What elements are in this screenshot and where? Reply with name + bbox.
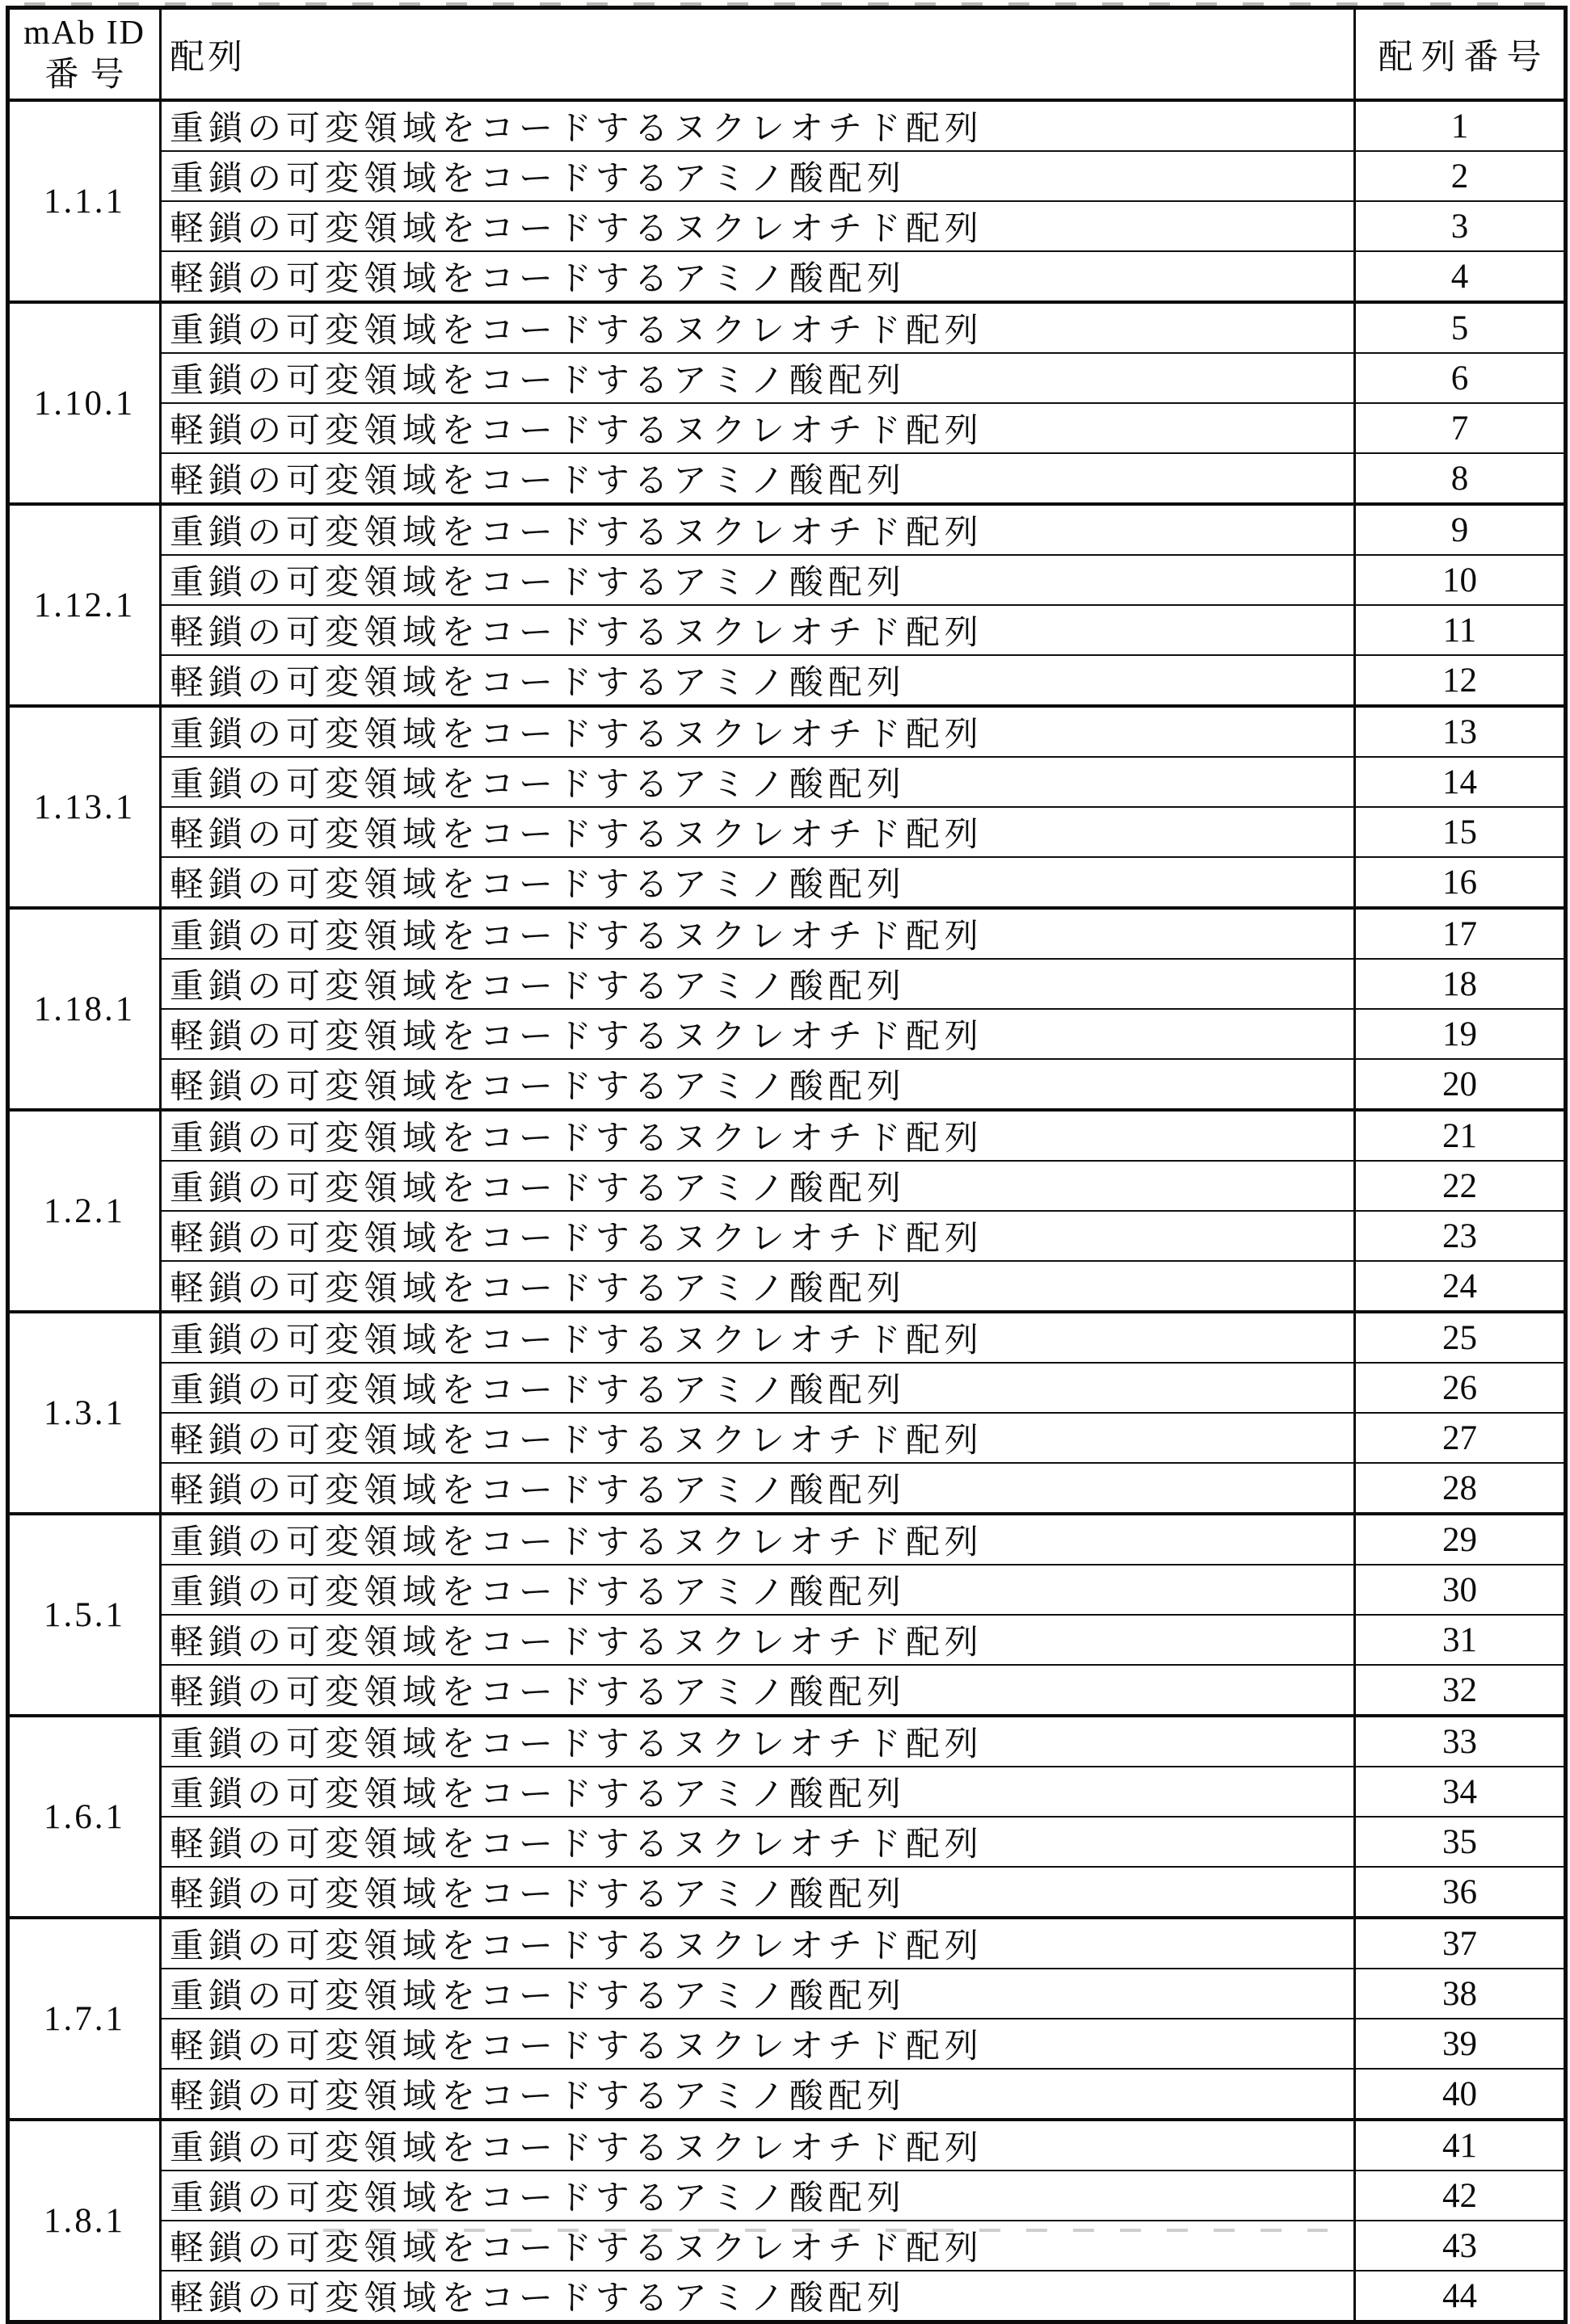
sequence-number-cell: 26 — [1355, 1363, 1566, 1413]
sequence-description-cell: 軽鎖の可変領域をコードするアミノ酸配列 — [161, 453, 1355, 504]
sequence-number-cell: 6 — [1355, 353, 1566, 403]
table-row — [8, 2019, 1566, 2069]
sequence-number-cell: 32 — [1355, 1665, 1566, 1716]
sequence-description-cell: 軽鎖の可変領域をコードするアミノ酸配列 — [161, 1867, 1355, 1918]
sequence-number-cell: 43 — [1355, 2221, 1566, 2271]
table-row — [8, 555, 1566, 605]
sequence-description-cell: 重鎖の可変領域をコードするアミノ酸配列 — [161, 1969, 1355, 2019]
sequence-description-cell: 軽鎖の可変領域をコードするヌクレオチド配列 — [161, 1615, 1355, 1665]
sequence-description-cell: 軽鎖の可変領域をコードするアミノ酸配列 — [161, 1261, 1355, 1312]
sequence-description-cell: 重鎖の可変領域をコードするアミノ酸配列 — [161, 1767, 1355, 1817]
sequence-number-cell: 17 — [1355, 908, 1566, 959]
sequence-description-cell: 軽鎖の可変領域をコードするヌクレオチド配列 — [161, 2221, 1355, 2271]
sequence-description-cell: 重鎖の可変領域をコードするヌクレオチド配列 — [161, 1918, 1355, 1969]
sequence-number-cell: 15 — [1355, 807, 1566, 857]
sequence-description-cell: 重鎖の可変領域をコードするアミノ酸配列 — [161, 1565, 1355, 1615]
sequence-number-cell: 18 — [1355, 959, 1566, 1009]
sequence-number-cell: 42 — [1355, 2171, 1566, 2221]
sequence-description-cell: 重鎖の可変領域をコードするヌクレオチド配列 — [161, 1110, 1355, 1161]
sequence-number-cell: 30 — [1355, 1565, 1566, 1615]
sequence-description-cell: 重鎖の可変領域をコードするヌクレオチド配列 — [161, 1716, 1355, 1767]
table-row — [8, 1211, 1566, 1261]
table-row — [8, 1665, 1566, 1716]
sequence-number-cell: 19 — [1355, 1009, 1566, 1059]
table-row — [8, 1161, 1566, 1211]
table-row — [8, 1767, 1566, 1817]
table-row — [8, 959, 1566, 1009]
sequence-number-cell: 21 — [1355, 1110, 1566, 1161]
sequence-number-cell: 44 — [1355, 2271, 1566, 2322]
table-row — [8, 2171, 1566, 2221]
sequence-number-cell: 13 — [1355, 706, 1566, 757]
sequence-number-cell: 5 — [1355, 302, 1566, 353]
table-row — [8, 1110, 1566, 1161]
table-row — [8, 706, 1566, 757]
header-seq-no: 配列番号 — [1355, 8, 1566, 101]
mab-id-cell: 1.8.1 — [8, 2120, 161, 2322]
sequence-description-cell: 軽鎖の可変領域をコードするヌクレオチド配列 — [161, 1413, 1355, 1463]
mab-id-cell: 1.10.1 — [8, 302, 161, 504]
table-header — [8, 8, 1566, 101]
sequence-description-cell: 重鎖の可変領域をコードするヌクレオチド配列 — [161, 1312, 1355, 1363]
table-row — [8, 1261, 1566, 1312]
sequence-number-cell: 29 — [1355, 1514, 1566, 1565]
sequence-number-cell: 27 — [1355, 1413, 1566, 1463]
sequence-number-cell: 3 — [1355, 201, 1566, 251]
table-row — [8, 302, 1566, 353]
sequence-description-cell: 重鎖の可変領域をコードするアミノ酸配列 — [161, 1161, 1355, 1211]
table-row — [8, 403, 1566, 453]
sequence-number-cell: 39 — [1355, 2019, 1566, 2069]
sequence-number-cell: 20 — [1355, 1059, 1566, 1110]
sequence-number-cell: 36 — [1355, 1867, 1566, 1918]
sequence-description-cell: 軽鎖の可変領域をコードするヌクレオチド配列 — [161, 201, 1355, 251]
header-mab-id-line2: 番号 — [44, 57, 136, 94]
table-row — [8, 655, 1566, 706]
mab-id-cell: 1.2.1 — [8, 1110, 161, 1312]
sequence-number-cell: 10 — [1355, 555, 1566, 605]
sequence-number-cell: 4 — [1355, 251, 1566, 302]
sequence-description-cell: 重鎖の可変領域をコードするヌクレオチド配列 — [161, 1514, 1355, 1565]
table-row — [8, 1615, 1566, 1665]
sequence-description-cell: 軽鎖の可変領域をコードするヌクレオチド配列 — [161, 2019, 1355, 2069]
sequence-number-cell: 37 — [1355, 1918, 1566, 1969]
header-mab-id-line1: mAb ID — [23, 14, 145, 52]
sequence-description-cell: 軽鎖の可変領域をコードするヌクレオチド配列 — [161, 1211, 1355, 1261]
sequence-number-cell: 2 — [1355, 151, 1566, 201]
sequence-description-cell: 軽鎖の可変領域をコードするアミノ酸配列 — [161, 655, 1355, 706]
sequence-number-cell: 35 — [1355, 1817, 1566, 1867]
mab-id-cell: 1.13.1 — [8, 706, 161, 908]
mab-id-cell: 1.12.1 — [8, 504, 161, 706]
sequence-number-cell: 7 — [1355, 403, 1566, 453]
table-row — [8, 2120, 1566, 2171]
table-row — [8, 504, 1566, 555]
table-row — [8, 1514, 1566, 1565]
header-mab-id — [8, 8, 161, 101]
table-row — [8, 1312, 1566, 1363]
sequence-description-cell: 重鎖の可変領域をコードするアミノ酸配列 — [161, 757, 1355, 807]
sequence-description-cell: 軽鎖の可変領域をコードするヌクレオチド配列 — [161, 1009, 1355, 1059]
table-row — [8, 453, 1566, 504]
table-row — [8, 605, 1566, 655]
table-row — [8, 1413, 1566, 1463]
sequence-number-cell: 22 — [1355, 1161, 1566, 1211]
sequence-number-cell: 38 — [1355, 1969, 1566, 2019]
sequence-description-cell: 軽鎖の可変領域をコードするヌクレオチド配列 — [161, 807, 1355, 857]
scan-artifact — [323, 2229, 1328, 2232]
table-row — [8, 908, 1566, 959]
sequence-description-cell: 重鎖の可変領域をコードするアミノ酸配列 — [161, 1363, 1355, 1413]
sequence-description-cell: 重鎖の可変領域をコードするヌクレオチド配列 — [161, 908, 1355, 959]
sequence-description-cell: 重鎖の可変領域をコードするアミノ酸配列 — [161, 151, 1355, 201]
mab-id-cell: 1.3.1 — [8, 1312, 161, 1514]
sequence-number-cell: 23 — [1355, 1211, 1566, 1261]
table-row — [8, 807, 1566, 857]
table-row — [8, 1918, 1566, 1969]
mab-id-cell: 1.1.1 — [8, 100, 161, 302]
sequence-description-cell: 重鎖の可変領域をコードするヌクレオチド配列 — [161, 2120, 1355, 2171]
sequence-description-cell: 重鎖の可変領域をコードするアミノ酸配列 — [161, 959, 1355, 1009]
table-row — [8, 1565, 1566, 1615]
table-row — [8, 1716, 1566, 1767]
sequence-description-cell: 軽鎖の可変領域をコードするアミノ酸配列 — [161, 2271, 1355, 2322]
table-row — [8, 1817, 1566, 1867]
sequence-description-cell: 軽鎖の可変領域をコードするアミノ酸配列 — [161, 857, 1355, 908]
table-row — [8, 1463, 1566, 1514]
table-row — [8, 1867, 1566, 1918]
table-row — [8, 1059, 1566, 1110]
table-row — [8, 201, 1566, 251]
table-row — [8, 1009, 1566, 1059]
sequence-description-cell: 重鎖の可変領域をコードするヌクレオチド配列 — [161, 100, 1355, 151]
sequence-description-cell: 軽鎖の可変領域をコードするアミノ酸配列 — [161, 2069, 1355, 2120]
sequence-description-cell: 軽鎖の可変領域をコードするヌクレオチド配列 — [161, 403, 1355, 453]
table-row — [8, 151, 1566, 201]
table-row — [8, 353, 1566, 403]
table-row — [8, 757, 1566, 807]
sequence-number-cell: 41 — [1355, 2120, 1566, 2171]
sequence-number-cell: 9 — [1355, 504, 1566, 555]
sequence-number-cell: 14 — [1355, 757, 1566, 807]
table-row — [8, 857, 1566, 908]
sequence-number-cell: 34 — [1355, 1767, 1566, 1817]
sequence-number-cell: 31 — [1355, 1615, 1566, 1665]
sequence-description-cell: 重鎖の可変領域をコードするヌクレオチド配列 — [161, 504, 1355, 555]
sequence-description-cell: 重鎖の可変領域をコードするヌクレオチド配列 — [161, 302, 1355, 353]
header-row — [8, 8, 1566, 101]
header-sequence: 配列 — [161, 8, 1355, 101]
table-row — [8, 1969, 1566, 2019]
sequence-description-cell: 軽鎖の可変領域をコードするアミノ酸配列 — [161, 1463, 1355, 1514]
sequence-description-cell: 軽鎖の可変領域をコードするヌクレオチド配列 — [161, 605, 1355, 655]
sequence-description-cell: 軽鎖の可変領域をコードするアミノ酸配列 — [161, 1059, 1355, 1110]
sequence-description-cell: 軽鎖の可変領域をコードするヌクレオチド配列 — [161, 1817, 1355, 1867]
mab-id-cell: 1.7.1 — [8, 1918, 161, 2120]
table-row — [8, 2271, 1566, 2322]
table-row — [8, 100, 1566, 151]
sequence-description-cell: 軽鎖の可変領域をコードするアミノ酸配列 — [161, 1665, 1355, 1716]
table-row — [8, 1363, 1566, 1413]
table-row — [8, 251, 1566, 302]
sequence-number-cell: 28 — [1355, 1463, 1566, 1514]
table-body — [8, 100, 1566, 2322]
sequence-number-cell: 11 — [1355, 605, 1566, 655]
sequence-description-cell: 軽鎖の可変領域をコードするアミノ酸配列 — [161, 251, 1355, 302]
sequence-description-cell: 重鎖の可変領域をコードするアミノ酸配列 — [161, 2171, 1355, 2221]
sequence-listing-table — [6, 6, 1568, 2324]
sequence-number-cell: 12 — [1355, 655, 1566, 706]
sequence-description-cell: 重鎖の可変領域をコードするヌクレオチド配列 — [161, 706, 1355, 757]
sequence-number-cell: 40 — [1355, 2069, 1566, 2120]
sequence-number-cell: 16 — [1355, 857, 1566, 908]
sequence-description-cell: 重鎖の可変領域をコードするアミノ酸配列 — [161, 555, 1355, 605]
sequence-number-cell: 8 — [1355, 453, 1566, 504]
sequence-description-cell: 重鎖の可変領域をコードするアミノ酸配列 — [161, 353, 1355, 403]
mab-id-cell: 1.5.1 — [8, 1514, 161, 1716]
mab-id-cell: 1.18.1 — [8, 908, 161, 1110]
sequence-number-cell: 1 — [1355, 100, 1566, 151]
table-row — [8, 2069, 1566, 2120]
sequence-number-cell: 33 — [1355, 1716, 1566, 1767]
sequence-number-cell: 25 — [1355, 1312, 1566, 1363]
sequence-number-cell: 24 — [1355, 1261, 1566, 1312]
mab-id-cell: 1.6.1 — [8, 1716, 161, 1918]
